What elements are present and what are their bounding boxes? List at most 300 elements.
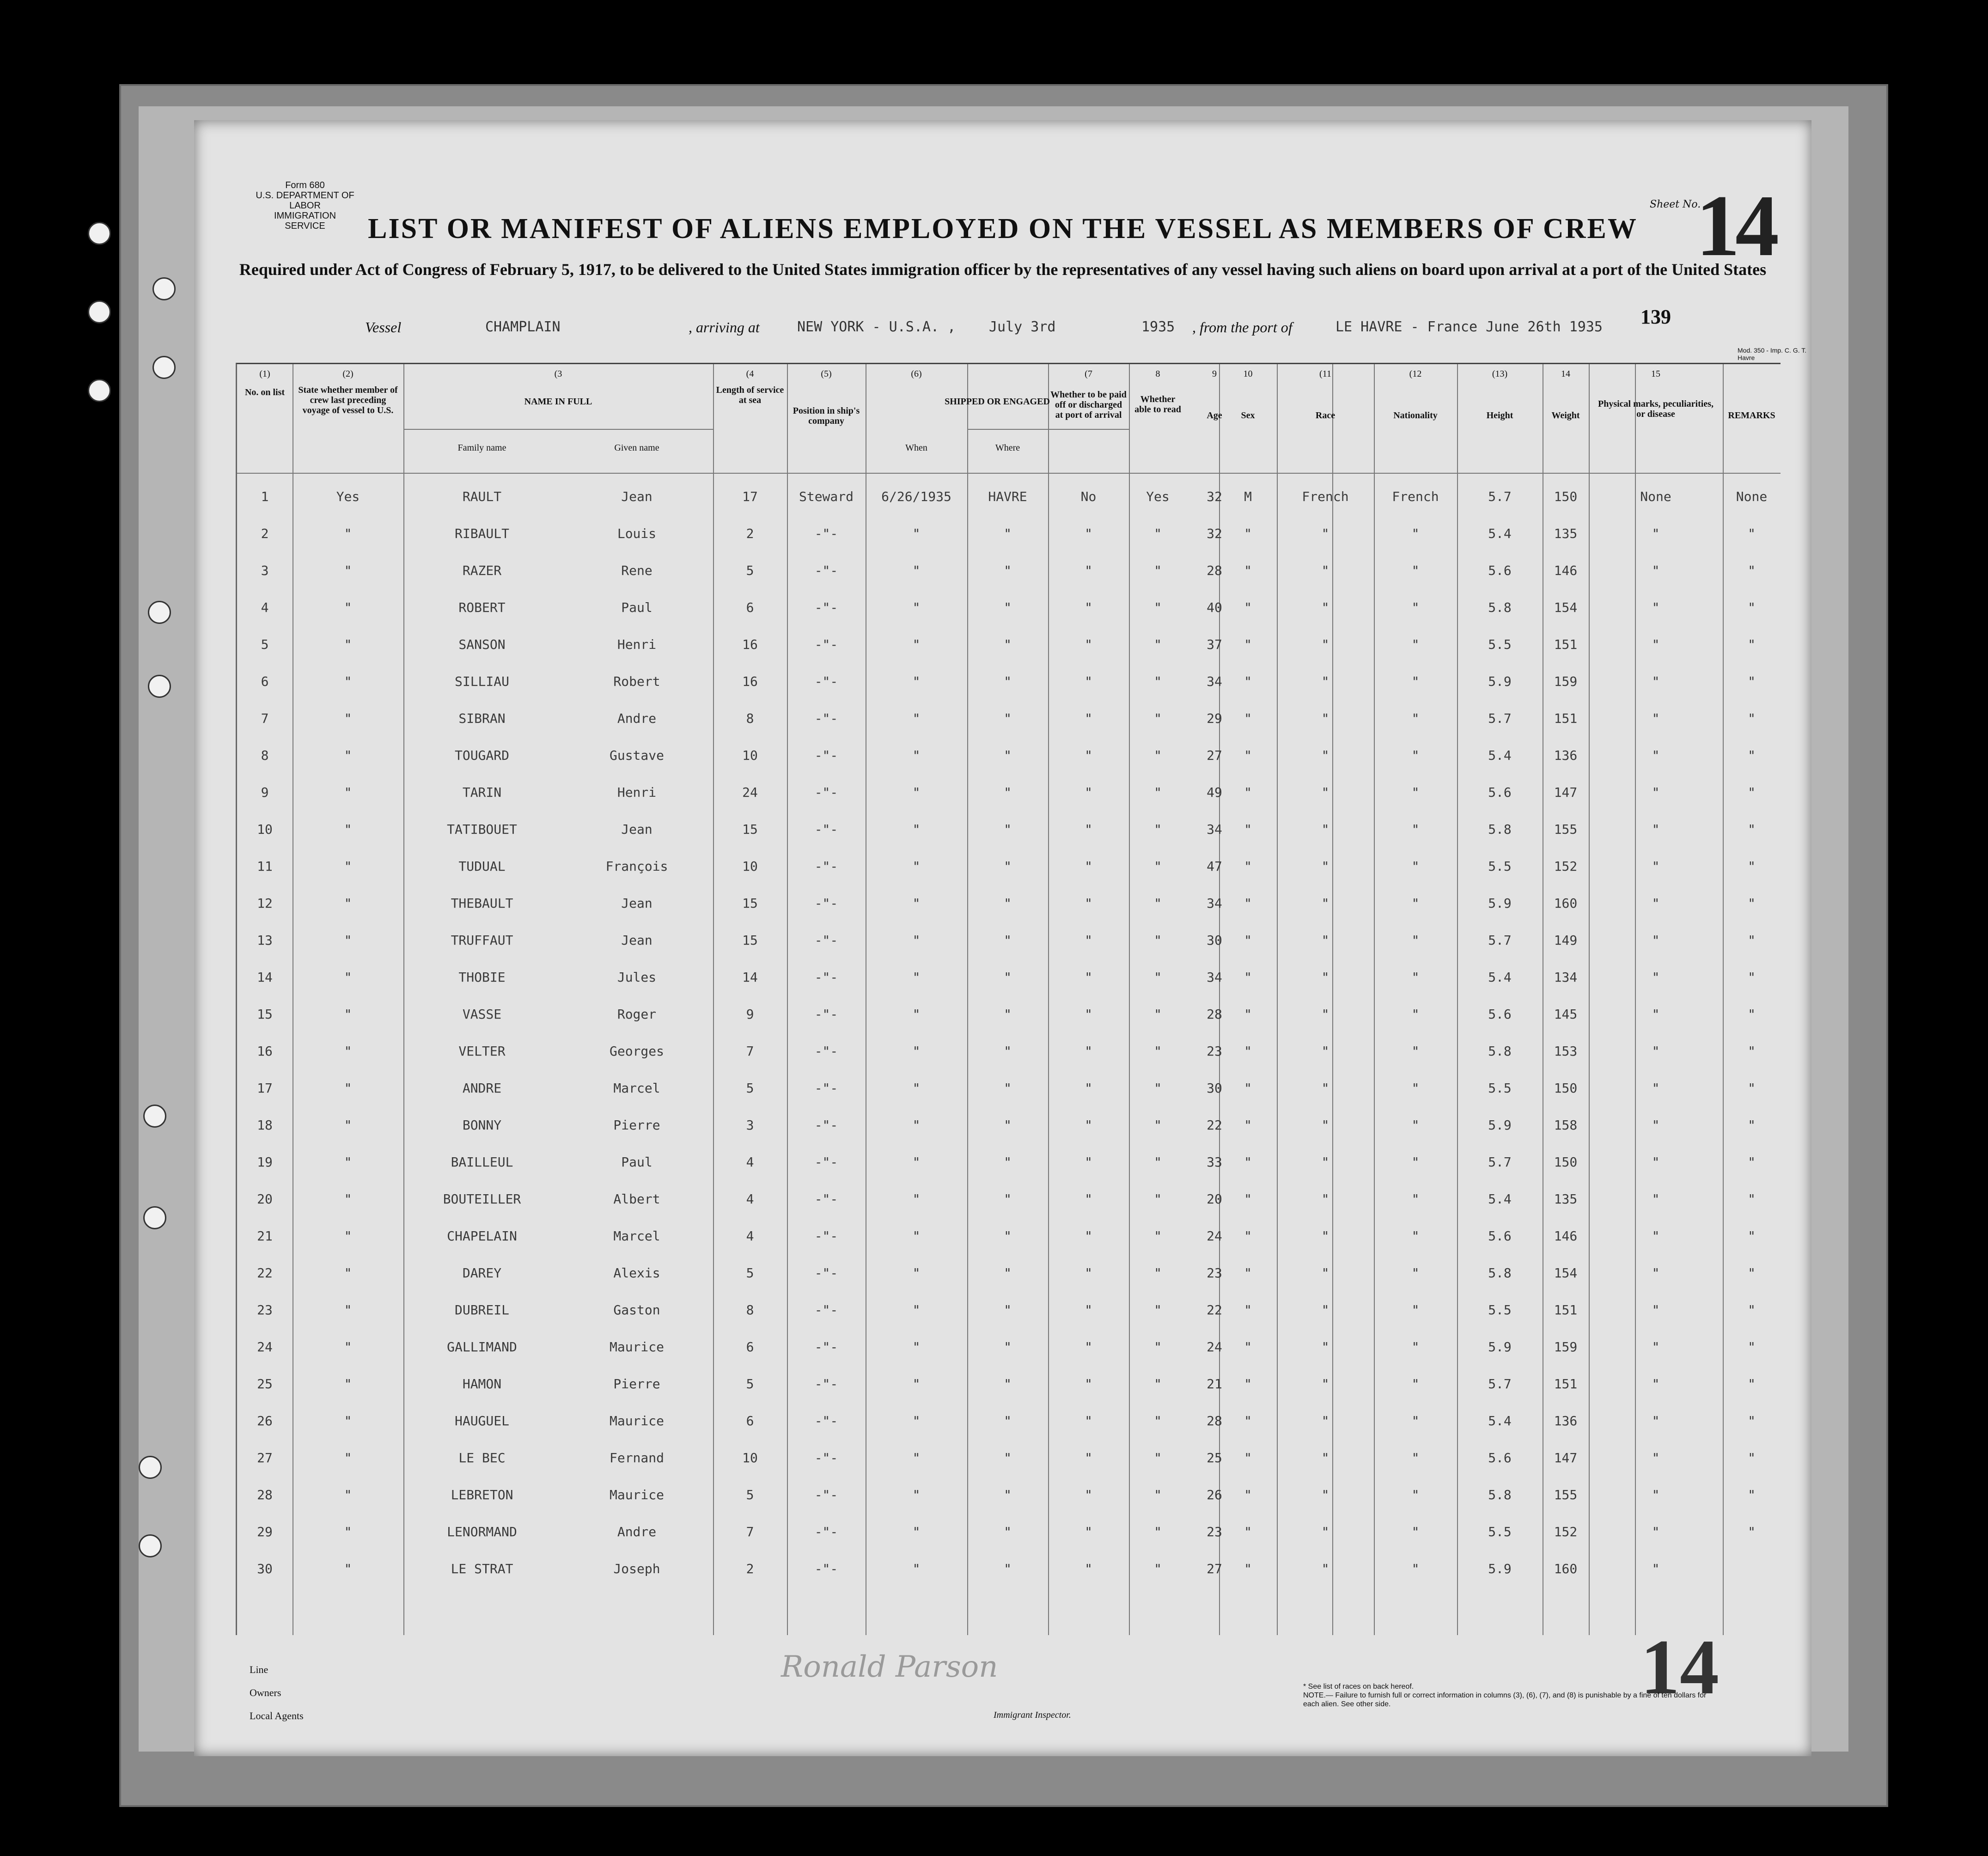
cell-prev: " [344, 1191, 352, 1207]
cell-prev: " [344, 1561, 352, 1576]
table-row [237, 771, 1781, 808]
cell-nat: French [1392, 489, 1439, 504]
cell-remarks: " [1748, 711, 1756, 726]
cell-weight: 150 [1554, 1154, 1578, 1170]
cell-nat: " [1411, 822, 1420, 837]
cell-nat: " [1411, 785, 1420, 800]
binder-hole-icon [143, 1105, 166, 1128]
cell-sex: M [1244, 489, 1252, 504]
cell-where: " [1004, 1487, 1012, 1502]
cell-read: " [1154, 674, 1162, 689]
cell-paid: " [1085, 933, 1092, 948]
inspector-signature: Ronald Parson [781, 1650, 998, 1684]
cell-no: 23 [257, 1302, 273, 1318]
cell-family: HAUGUEL [454, 1413, 509, 1429]
cell-race: " [1321, 1450, 1329, 1465]
cell-when: " [912, 1302, 921, 1318]
cell-age: 32 [1207, 526, 1222, 541]
cell-race: " [1321, 1154, 1329, 1170]
cell-prev: " [344, 1339, 352, 1355]
cell-marks: " [1652, 1302, 1660, 1318]
cell-race: " [1321, 1487, 1329, 1502]
cell-prev: " [344, 1007, 352, 1022]
cell-paid: " [1085, 1044, 1092, 1059]
cell-service: 5 [746, 1265, 754, 1281]
cell-age: 27 [1207, 1561, 1222, 1576]
cell-race: French [1302, 489, 1349, 504]
cell-read: " [1154, 1524, 1162, 1539]
cell-race: " [1321, 1007, 1329, 1022]
table-row [237, 808, 1781, 845]
cell-race: " [1321, 600, 1329, 615]
cell-no: 6 [261, 674, 269, 689]
cell-no: 16 [257, 1044, 273, 1059]
cell-no: 22 [257, 1265, 273, 1281]
cell-when: " [912, 1450, 921, 1465]
col2-num: (2) [342, 369, 354, 379]
cell-race: " [1321, 970, 1329, 985]
arrival-year: 1935 [1141, 319, 1175, 335]
cell-family: DAREY [462, 1265, 502, 1281]
cell-service: 15 [742, 822, 758, 837]
service: IMMIGRATION SERVICE [274, 211, 336, 231]
cell-weight: 155 [1554, 1487, 1578, 1502]
cell-prev: " [344, 674, 352, 689]
col11-num: (11 [1319, 369, 1331, 379]
cell-position: -"- [814, 1044, 838, 1059]
cell-no: 17 [257, 1081, 273, 1096]
cell-service: 16 [742, 674, 758, 689]
cell-prev: " [344, 1081, 352, 1096]
cell-race: " [1321, 822, 1329, 837]
cell-where: " [1004, 637, 1012, 652]
table-row [237, 1178, 1781, 1215]
cell-read: " [1154, 1154, 1162, 1170]
cell-paid: " [1085, 563, 1092, 578]
cell-given: Marcel [613, 1081, 660, 1096]
table-row [237, 660, 1781, 697]
cell-sex: " [1244, 822, 1252, 837]
binder-hole-icon [88, 379, 111, 402]
cell-height: 5.8 [1488, 1265, 1512, 1281]
cell-read: " [1154, 933, 1162, 948]
cell-family: THEBAULT [451, 896, 513, 911]
col4-num: (4 [746, 369, 754, 379]
cell-given: Maurice [609, 1339, 664, 1355]
cell-position: -"- [814, 1228, 838, 1244]
cell-read: " [1154, 1117, 1162, 1133]
cell-remarks: " [1748, 526, 1756, 541]
col5-num: (5) [821, 369, 832, 379]
cell-race: " [1321, 1561, 1329, 1576]
cell-prev: " [344, 822, 352, 837]
cell-position: -"- [814, 1487, 838, 1502]
cell-family: TUDUAL [458, 859, 506, 874]
cell-sex: " [1244, 1487, 1252, 1502]
cell-nat: " [1411, 637, 1420, 652]
cell-marks: " [1652, 1007, 1660, 1022]
cell-weight: 149 [1554, 933, 1578, 948]
cell-age: 26 [1207, 1487, 1222, 1502]
cell-height: 5.7 [1488, 489, 1512, 504]
col9-num: 9 [1212, 369, 1217, 379]
cell-paid: " [1085, 637, 1092, 652]
cell-marks: " [1652, 1524, 1660, 1539]
footer-owners-label: Owners [250, 1687, 281, 1698]
cell-age: 33 [1207, 1154, 1222, 1170]
cell-family: LEBRETON [451, 1487, 513, 1502]
cell-family: BAILLEUL [451, 1154, 513, 1170]
cell-nat: " [1411, 896, 1420, 911]
cell-race: " [1321, 1265, 1329, 1281]
cell-paid: " [1085, 1413, 1092, 1429]
cell-read: " [1154, 896, 1162, 911]
cell-read: " [1154, 1561, 1162, 1576]
col10-num: 10 [1243, 369, 1253, 379]
cell-no: 27 [257, 1450, 273, 1465]
cell-when: " [912, 600, 921, 615]
cell-marks: " [1652, 1413, 1660, 1429]
cell-where: " [1004, 711, 1012, 726]
cell-nat: " [1411, 526, 1420, 541]
cell-sex: " [1244, 1228, 1252, 1244]
col1-num: (1) [259, 369, 270, 379]
cell-marks: " [1652, 674, 1660, 689]
cell-where: " [1004, 1524, 1012, 1539]
cell-family: TRUFFAUT [451, 933, 513, 948]
cell-when: " [912, 1228, 921, 1244]
cell-remarks: " [1748, 933, 1756, 948]
cell-height: 5.4 [1488, 526, 1512, 541]
cell-where: " [1004, 822, 1012, 837]
cell-sex: " [1244, 933, 1252, 948]
cell-position: -"- [814, 1007, 838, 1022]
cell-where: " [1004, 859, 1012, 874]
cell-weight: 134 [1554, 970, 1578, 985]
cell-nat: " [1411, 711, 1420, 726]
cell-marks: " [1652, 785, 1660, 800]
cell-paid: " [1085, 748, 1092, 763]
cell-age: 28 [1207, 563, 1222, 578]
cell-when: " [912, 1191, 921, 1207]
cell-weight: 150 [1554, 489, 1578, 504]
cell-weight: 151 [1554, 711, 1578, 726]
col12-num: (12 [1409, 369, 1422, 379]
cell-when: " [912, 785, 921, 800]
sheet-stamp: 14 [1640, 1624, 1719, 1710]
cell-no: 1 [261, 489, 269, 504]
cell-age: 34 [1207, 970, 1222, 985]
cell-service: 5 [746, 563, 754, 578]
table-row [237, 623, 1781, 660]
cell-where: " [1004, 933, 1012, 948]
cell-where: " [1004, 970, 1012, 985]
cell-age: 40 [1207, 600, 1222, 615]
department: U.S. DEPARTMENT OF LABOR [256, 190, 354, 211]
table-row [237, 1288, 1781, 1325]
cell-when: " [912, 711, 921, 726]
cell-given: Paul [621, 1154, 653, 1170]
cell-remarks: " [1748, 785, 1756, 800]
cell-no: 24 [257, 1339, 273, 1355]
cell-service: 14 [742, 970, 758, 985]
cell-remarks: " [1748, 896, 1756, 911]
cell-prev: " [344, 1413, 352, 1429]
manifest-page [194, 120, 1811, 1756]
cell-where: " [1004, 1302, 1012, 1318]
arrival-date: July 3rd [989, 319, 1056, 335]
cell-height: 5.5 [1488, 1081, 1512, 1096]
cell-given: Albert [613, 1191, 660, 1207]
cell-nat: " [1411, 933, 1420, 948]
cell-paid: " [1085, 1376, 1092, 1392]
cell-no: 12 [257, 896, 273, 911]
cell-service: 6 [746, 1339, 754, 1355]
col-where-header: Where [995, 443, 1020, 453]
cell-sex: " [1244, 785, 1252, 800]
cell-height: 5.7 [1488, 711, 1512, 726]
footer-line-label: Line [250, 1664, 268, 1675]
cell-nat: " [1411, 600, 1420, 615]
cell-read: " [1154, 1302, 1162, 1318]
cell-marks: " [1652, 1044, 1660, 1059]
cell-nat: " [1411, 1450, 1420, 1465]
table-row [237, 734, 1781, 771]
cell-read: " [1154, 970, 1162, 985]
inspector-label: Immigrant Inspector. [994, 1710, 1071, 1720]
cell-read: " [1154, 1081, 1162, 1096]
cell-marks: " [1652, 822, 1660, 837]
cell-remarks: " [1748, 1117, 1756, 1133]
cell-weight: 150 [1554, 1081, 1578, 1096]
cell-service: 9 [746, 1007, 754, 1022]
col-marks-header: Physical marks, peculiarities, or disease [1598, 399, 1714, 419]
cell-paid: " [1085, 1561, 1092, 1576]
cell-family: SIBRAN [458, 711, 506, 726]
cell-height: 5.6 [1488, 1007, 1512, 1022]
cell-sex: " [1244, 896, 1252, 911]
cell-when: " [912, 637, 921, 652]
cell-given: Jean [621, 896, 653, 911]
cell-height: 5.9 [1488, 1117, 1512, 1133]
cell-marks: " [1652, 1154, 1660, 1170]
cell-given: Georges [609, 1044, 664, 1059]
cell-read: " [1154, 822, 1162, 837]
cell-when: " [912, 1561, 921, 1576]
table-row [237, 1104, 1781, 1141]
cell-position: -"- [814, 748, 838, 763]
cell-position: -"- [814, 1081, 838, 1096]
cell-family: LE STRAT [451, 1561, 513, 1576]
cell-service: 15 [742, 933, 758, 948]
cell-family: TARIN [462, 785, 502, 800]
cell-marks: " [1652, 1487, 1660, 1502]
cell-service: 8 [746, 711, 754, 726]
cell-age: 34 [1207, 896, 1222, 911]
cell-age: 21 [1207, 1376, 1222, 1392]
cell-prev: " [344, 1302, 352, 1318]
cell-when: " [912, 674, 921, 689]
cell-weight: 146 [1554, 563, 1578, 578]
cell-service: 2 [746, 1561, 754, 1576]
cell-race: " [1321, 1081, 1329, 1096]
cell-when: " [912, 822, 921, 837]
cell-where: " [1004, 563, 1012, 578]
col6-num: (6) [911, 369, 922, 379]
col13-num: (13) [1492, 369, 1508, 379]
cell-given: Maurice [609, 1413, 664, 1429]
races-note: * See list of races on back hereof. [1303, 1683, 1414, 1691]
col-no-header: No. on list [244, 387, 285, 397]
cell-given: Maurice [609, 1487, 664, 1502]
cell-remarks: " [1748, 600, 1756, 615]
penalty-note: NOTE.— Failure to furnish full or correct information in columns (3), (6), (7), and (8) is punishable by a fine of ten dollars for each alien. See other side. [1303, 1691, 1707, 1708]
table-row [237, 956, 1781, 993]
cell-age: 32 [1207, 489, 1222, 504]
cell-weight: 151 [1554, 1376, 1578, 1392]
cell-nat: " [1411, 1524, 1420, 1539]
vessel-name: CHAMPLAIN [485, 319, 561, 335]
cell-marks: None [1640, 489, 1671, 504]
cell-nat: " [1411, 563, 1420, 578]
table-row [237, 882, 1781, 919]
cell-read: " [1154, 600, 1162, 615]
cell-service: 15 [742, 896, 758, 911]
cell-marks: " [1652, 637, 1660, 652]
cell-remarks: " [1748, 1302, 1756, 1318]
cell-position: -"- [814, 526, 838, 541]
cell-read: " [1154, 711, 1162, 726]
cell-where: " [1004, 1117, 1012, 1133]
cell-age: 47 [1207, 859, 1222, 874]
cell-remarks: " [1748, 1081, 1756, 1096]
cell-nat: " [1411, 970, 1420, 985]
cell-age: 28 [1207, 1007, 1222, 1022]
binder-hole-icon [148, 601, 171, 624]
cell-no: 15 [257, 1007, 273, 1022]
cell-height: 5.5 [1488, 637, 1512, 652]
col-race-header: Race [1315, 410, 1335, 421]
cell-where: " [1004, 785, 1012, 800]
cell-when: " [912, 1081, 921, 1096]
cell-sex: " [1244, 1302, 1252, 1318]
cell-paid: " [1085, 674, 1092, 689]
cell-position: -"- [814, 933, 838, 948]
cell-sex: " [1244, 1450, 1252, 1465]
cell-remarks: None [1736, 489, 1768, 504]
cell-nat: " [1411, 1561, 1420, 1576]
table-row [237, 1325, 1781, 1362]
cell-race: " [1321, 859, 1329, 874]
table-row [237, 512, 1781, 549]
cell-marks: " [1652, 1117, 1660, 1133]
cell-no: 28 [257, 1487, 273, 1502]
arriving-port: NEW YORK - U.S.A. , [797, 319, 956, 335]
cell-remarks: " [1748, 822, 1756, 837]
cell-weight: 153 [1554, 1044, 1578, 1059]
binder-hole-icon [88, 222, 111, 245]
cell-where: " [1004, 1561, 1012, 1576]
cell-remarks: " [1748, 970, 1756, 985]
cell-position: -"- [814, 1524, 838, 1539]
cell-marks: " [1652, 1191, 1660, 1207]
cell-height: 5.7 [1488, 1376, 1512, 1392]
cell-prev: " [344, 1228, 352, 1244]
cell-service: 4 [746, 1154, 754, 1170]
col-family-name-header: Family name [457, 443, 506, 453]
col15-num: 15 [1651, 369, 1660, 379]
binder-hole-icon [148, 675, 171, 698]
cell-position: -"- [814, 1117, 838, 1133]
cell-marks: " [1652, 526, 1660, 541]
table-row [237, 1510, 1781, 1547]
cell-no: 14 [257, 970, 273, 985]
cell-family: THOBIE [458, 970, 506, 985]
cell-read: " [1154, 526, 1162, 541]
cell-prev: " [344, 748, 352, 763]
cell-when: " [912, 563, 921, 578]
table-row [237, 475, 1781, 512]
cell-marks: " [1652, 1450, 1660, 1465]
cell-position: Steward [799, 489, 854, 504]
cell-height: 5.5 [1488, 1302, 1512, 1318]
cell-no: 9 [261, 785, 269, 800]
subtitle: Required under Act of Congress of February 5, 1917, to be delivered to the United States immigration officer by the representatives of any vessel having such aliens on board upon arrival at a port of the United States [239, 260, 1767, 279]
table-row [237, 1252, 1781, 1288]
cell-prev: " [344, 1450, 352, 1465]
cell-paid: " [1085, 711, 1092, 726]
cell-sex: " [1244, 526, 1252, 541]
table-row [237, 1067, 1781, 1104]
cell-prev: " [344, 600, 352, 615]
cell-where: " [1004, 896, 1012, 911]
cell-weight: 155 [1554, 822, 1578, 837]
col-weight-header: Weight [1551, 410, 1580, 421]
cell-when: " [912, 859, 921, 874]
table-row [237, 1141, 1781, 1178]
cell-read: Yes [1146, 489, 1170, 504]
cell-height: 5.9 [1488, 896, 1512, 911]
cell-service: 5 [746, 1487, 754, 1502]
cell-given: Andre [617, 711, 657, 726]
cell-service: 5 [746, 1081, 754, 1096]
cell-weight: 146 [1554, 1228, 1578, 1244]
cell-marks: " [1652, 600, 1660, 615]
cell-paid: " [1085, 1450, 1092, 1465]
cell-age: 20 [1207, 1191, 1222, 1207]
cell-height: 5.7 [1488, 1154, 1512, 1170]
cell-prev: " [344, 1524, 352, 1539]
cell-no: 21 [257, 1228, 273, 1244]
cell-paid: " [1085, 859, 1092, 874]
cell-marks: " [1652, 563, 1660, 578]
cell-position: -"- [814, 1302, 838, 1318]
cell-remarks: " [1748, 1450, 1756, 1465]
cell-nat: " [1411, 1044, 1420, 1059]
col-shipped-header: SHIPPED OR ENGAGED [945, 397, 1050, 407]
cell-race: " [1321, 637, 1329, 652]
cell-where: " [1004, 1450, 1012, 1465]
cell-given: Pierre [613, 1117, 660, 1133]
cell-age: 30 [1207, 1081, 1222, 1096]
cell-nat: " [1411, 1487, 1420, 1502]
cell-family: BONNY [462, 1117, 502, 1133]
cell-race: " [1321, 1117, 1329, 1133]
cell-nat: " [1411, 1413, 1420, 1429]
cell-prev: " [344, 933, 352, 948]
cell-family: RAZER [462, 563, 502, 578]
cell-age: 29 [1207, 711, 1222, 726]
